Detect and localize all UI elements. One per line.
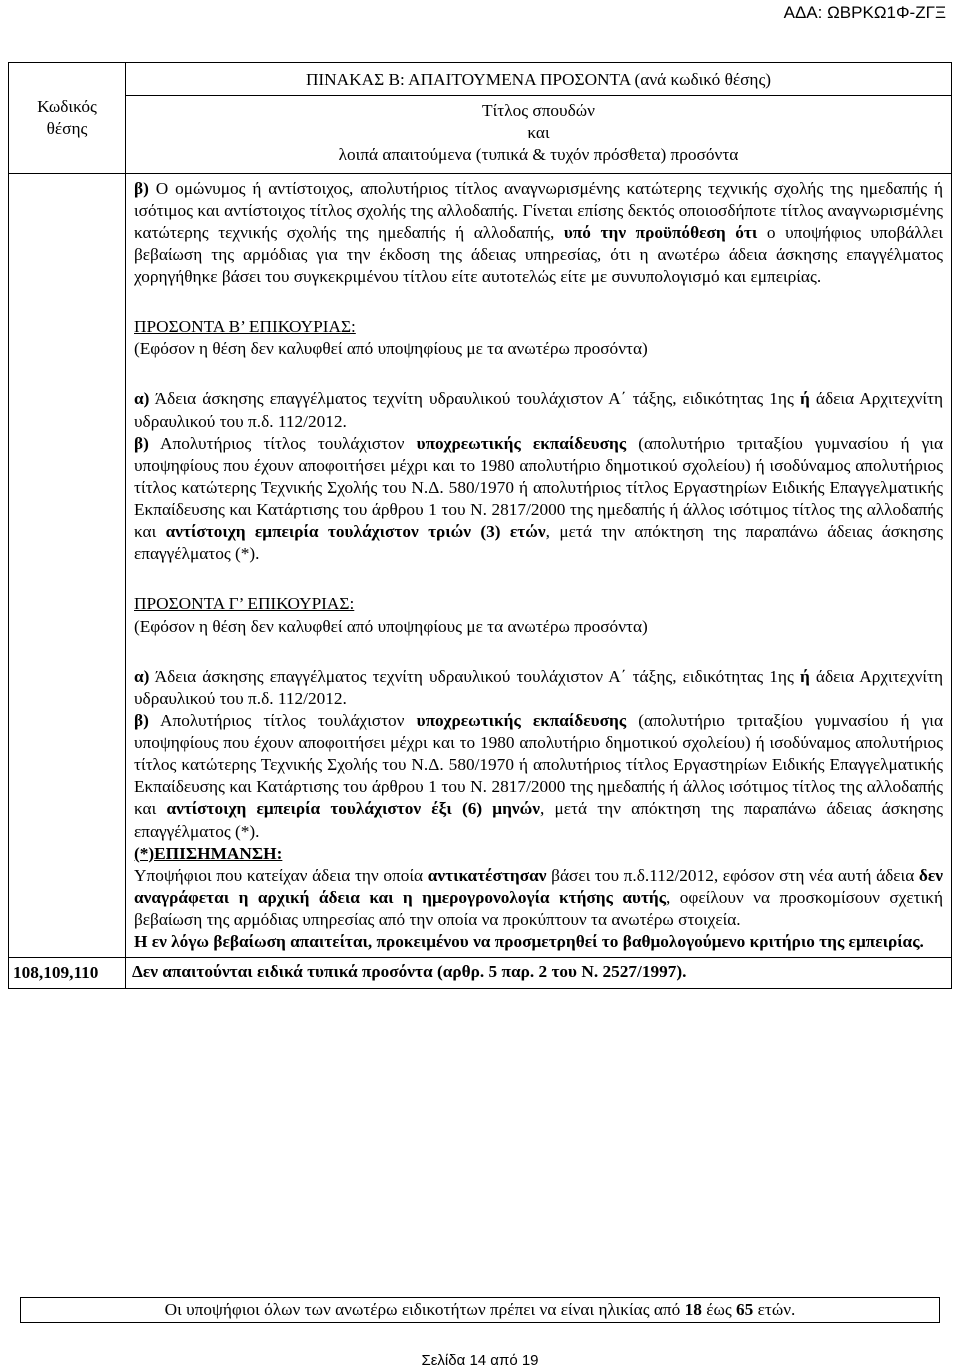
section-b-subheading: (Εφόσον η θέση δεν καλυφθεί από υποψηφίους με τα ανωτέρω προσόντα): [134, 339, 648, 359]
section-b-item-a: [134, 388, 943, 432]
item-or: ή: [799, 389, 810, 409]
item-bold2: αντίστοιχη εμπειρία τουλάχιστον τριών (3) ετών: [165, 522, 546, 542]
section-c-item-b: [134, 710, 943, 843]
item-text: Απολυτήριος τίτλος τουλάχιστον: [148, 710, 417, 730]
no-special-requirements: Δεν απαιτούνται ειδικά τυπικά προσόντα (αρθρ. 5 παρ. 2 του Ν. 2527/1997).: [126, 958, 952, 989]
intro-text: Ο ομώνυμος ή αντίστοιχος, απολυτήριος τίτλος αναγνωρισμένης κατώτερης τεχνικής σχολής της ημεδαπής ή ισότιμος και αντίστοιχος τίτλος σχολής της αλλοδαπής. Γίνεται επίσης δεκτός οποιοσδήποτε τίτλος αναγνωρισμένης κατώτερης τεχνικής σχολής της ημεδαπής ή αλλοδαπής,: [134, 178, 943, 242]
column-header-studies-line1: Τίτλος σπουδών: [482, 101, 595, 121]
column-header-code-line2: θέσης: [46, 118, 88, 138]
item-text: Άδεια άσκησης επαγγέλματος τεχνίτη υδραυλικού τουλάχιστον Α΄ τάξης, ειδικότητας 1ης: [149, 666, 800, 686]
requirements-content: [126, 173, 952, 958]
note-bold-paragraph: Η εν λόγω βεβαίωση απαιτείται, προκειμένου να προσμετρηθεί το βαθμολογούμενο κριτήριο της εμπειρίας.: [134, 932, 924, 952]
age-text1: Οι υποψήφιοι όλων των ανωτέρω ειδικοτήτων πρέπει να είναι ηλικίας από: [164, 1300, 685, 1319]
item-bold: υποχρεωτικής εκπαίδευσης: [416, 433, 627, 453]
section-c-heading: ΠΡΟΣΟΝΤΑ Γ’ ΕΠΙΚΟΥΡΙΑΣ:: [134, 594, 355, 614]
intro-text2: ο υποψήφιος υποβάλλει βεβαίωση της αρμόδιας για την έκδοση της άδειας υπηρεσίας, ότι η ανωτέρω άδεια άσκησης επαγγέλματος χορηγήθηκε βάσει του συγκεκριμένου τίτλου είτε αυτοτελώς είτε με συνυπολογισμό και εμπειρίας.: [134, 222, 943, 286]
note-text3: , οφείλουν να προσκομίσουν σχετική βεβαίωση της αρμόδιας υπηρεσίας από την οποία να προκύπτουν τα ανωτέρω στοιχεία.: [134, 887, 943, 929]
item-label: β): [134, 433, 149, 453]
section-c-subheading: (Εφόσον η θέση δεν καλυφθεί από υποψηφίους με τα ανωτέρω προσόντα): [134, 616, 648, 636]
requirements-table: [8, 62, 952, 989]
age-text2: έως: [701, 1300, 737, 1319]
section-b-item-b: [134, 433, 943, 566]
item-label: α): [134, 666, 150, 686]
item-text3: , μετά την απόκτηση της παραπάνω άδειας άσκησης επαγγέλματος (*).: [134, 522, 943, 564]
age-requirement-box: [20, 1297, 940, 1323]
item-text2: (απολυτήριο τριταξίου γυμνασίου ή για υποψηφίους που έχουν αποφοιτήσει μέχρι και το 1980 απολυτήριο δημοτικού σχολείου) ή ισοδύναμος απολυτήριος τίτλος κατώτερης Τεχνικής Σχολής του Ν.Δ. 580/1970 ή απολυτήριος τίτλος Εργαστηρίων Ειδικής Επαγγελματικής Εκπαίδευσης και Κατάρτισης του άρθρου 1 του Ν. 2817/2000 της ημεδαπής ή άλλος ισότιμος τίτλος της αλλοδαπής και: [134, 710, 944, 819]
age-text3: ετών.: [753, 1300, 796, 1319]
item-bold: υποχρεωτικής εκπαίδευσης: [416, 710, 627, 730]
column-header-code-line1: Κωδικός: [37, 96, 97, 116]
item-text2: άδεια Αρχιτεχνίτη υδραυλικού του π.δ. 112/2012.: [134, 666, 943, 708]
column-header-studies: [126, 96, 952, 173]
note-text: [134, 865, 943, 931]
age-requirement-text: [21, 1298, 940, 1323]
intro-paragraph: [134, 178, 943, 289]
note-heading: (*)ΕΠΙΣΗΜΑΝΣΗ:: [134, 843, 283, 863]
item-or: ή: [799, 666, 810, 686]
item-text2: (απολυτήριο τριταξίου γυμνασίου ή για υποψηφίους που έχουν αποφοιτήσει μέχρι και το 1980 απολυτήριο δημοτικού σχολείου) ή ισοδύναμος απολυτήριος τίτλος κατώτερης Τεχνικής Σχολής του Ν.Δ. 580/1970 ή απολυτήριος τίτλος Εργαστηρίων Ειδικής Επαγγελματικής Εκπαίδευσης και Κατάρτισης του άρθρου 1 του Ν. 2817/2000 της ημεδαπής ή άλλος ισότιμος τίτλος της αλλοδαπής και: [134, 433, 944, 542]
page-number: Σελίδα 14 από 19: [421, 1352, 539, 1369]
item-label: α): [134, 389, 150, 409]
item-bold2: αντίστοιχη εμπειρία τουλάχιστον έξι (6) μηνών: [166, 799, 540, 819]
item-label: β): [134, 710, 149, 730]
item-text3: , μετά την απόκτηση της παραπάνω άδειας άσκησης επαγγέλματος (*).: [134, 799, 943, 841]
item-text: Απολυτήριος τίτλος τουλάχιστον: [148, 433, 417, 453]
column-header-studies-line3: λοιπά απαιτούμενα (τυπικά & τυχόν πρόσθετα) προσόντα: [338, 145, 739, 165]
table-title: ΠΙΝΑΚΑΣ Β: ΑΠΑΙΤΟΥΜΕΝΑ ΠΡΟΣΟΝΤΑ (ανά κωδικό θέσης): [126, 63, 952, 96]
column-header-code: [9, 63, 126, 174]
ada-identifier: ΑΔΑ: ΩΒΡΚΩ1Φ-ΖΓΞ: [783, 3, 946, 22]
age-from: 18: [684, 1300, 702, 1319]
note-bold2: δεν αναγράφεται η αρχική άδεια και η ημερογρονολογία κτήσης αυτής: [134, 865, 943, 907]
code-cell-empty: [9, 173, 126, 958]
intro-b-label: β): [134, 178, 149, 198]
section-c-item-a: [134, 666, 943, 710]
note-text2: βάσει του π.δ.112/2012, εφόσον στη νέα αυτή άδεια: [546, 865, 919, 885]
section-b-heading: ΠΡΟΣΟΝΤΑ Β’ ΕΠΙΚΟΥΡΙΑΣ:: [134, 317, 356, 337]
note-text1: Υποψήφιοι που κατείχαν άδεια την οποία: [134, 865, 428, 885]
position-codes: 108,109,110: [9, 958, 126, 989]
column-header-studies-line2: και: [527, 123, 550, 143]
item-text2: άδεια Αρχιτεχνίτη υδραυλικού του π.δ. 112/2012.: [134, 389, 943, 431]
intro-bold: υπό την προϋπόθεση ότι: [563, 222, 758, 242]
age-to: 65: [736, 1300, 754, 1319]
item-text: Άδεια άσκησης επαγγέλματος τεχνίτη υδραυλικού τουλάχιστον Α΄ τάξης, ειδικότητας 1ης: [149, 389, 800, 409]
note-bold1: αντικατέστησαν: [427, 865, 547, 885]
